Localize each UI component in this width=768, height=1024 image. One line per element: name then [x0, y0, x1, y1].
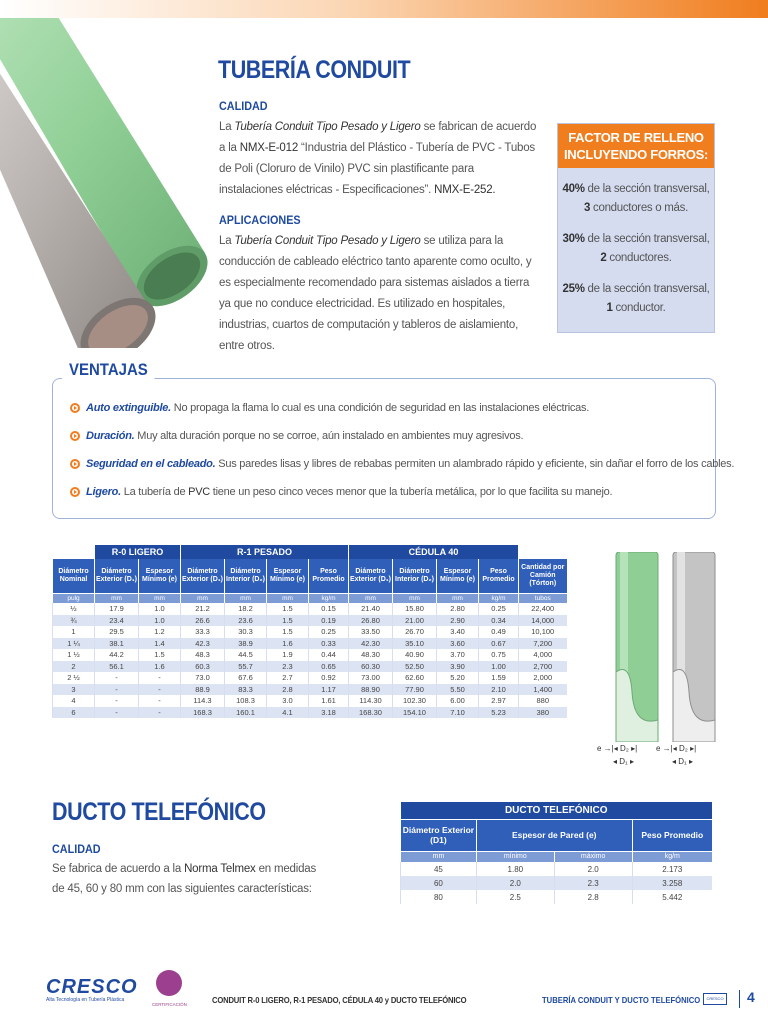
table-cell: 17.9	[95, 603, 139, 615]
unit-cell: mm	[437, 593, 479, 603]
table-cell: 42.3	[181, 638, 225, 650]
table-cell: 2.8	[267, 684, 309, 696]
column-header: Diámetro Interior (D₂)	[225, 559, 267, 593]
ventaja-item: Seguridad en el cableado. Sus paredes lisas y libres de rebabas permiten un alambrado rápido y eficiente, sin dañar el forro de los cables.	[86, 458, 734, 470]
table-cell: 48.3	[181, 649, 225, 661]
table-cell: 42.30	[349, 638, 393, 650]
table-cell: 30.3	[225, 626, 267, 638]
table-row	[401, 890, 713, 904]
table-cell: 7,200	[519, 638, 567, 650]
table-cell: 1.00	[479, 661, 519, 673]
table-row	[53, 626, 567, 638]
table-cell: -	[139, 707, 181, 719]
table-cell: 2.97	[479, 695, 519, 707]
col-espesor: Espesor de Pared (e)	[476, 819, 632, 851]
column-header: Diámetro Exterior (D₁)	[349, 559, 393, 593]
table-cell: 2.173	[632, 862, 712, 876]
table-cell: 77.90	[393, 684, 437, 696]
table-cell: 1.9	[267, 649, 309, 661]
logo-tagline: Alta Tecnología en Tubería Plástica	[46, 997, 125, 1003]
dim-d1-label: ◂ D₁ ▸	[672, 757, 693, 766]
table-cell: 3.60	[437, 638, 479, 650]
ventaja-item: Duración. Muy alta duración porque no se corroe, aún instalado en ambientes muy agresivos.	[86, 430, 523, 442]
table-row	[53, 603, 567, 615]
table-cell: 33.50	[349, 626, 393, 638]
table-cell: 3.18	[309, 707, 349, 719]
table-cell: 62.60	[393, 672, 437, 684]
table-cell: 88.9	[181, 684, 225, 696]
table-cell: 67.6	[225, 672, 267, 684]
certification-icon	[156, 970, 182, 996]
col-peso: Peso Promedio	[632, 819, 712, 851]
page-number: 4	[747, 989, 755, 1005]
table-row	[53, 661, 567, 673]
table-cell: 5.50	[437, 684, 479, 696]
table-cell: 0.33	[309, 638, 349, 650]
table-cell: -	[95, 707, 139, 719]
table-cell: 5.20	[437, 672, 479, 684]
table-cell: 21.40	[349, 603, 393, 615]
column-header: Peso Promedio	[479, 559, 519, 593]
table-cell: 3.0	[267, 695, 309, 707]
table-cell: 3.70	[437, 649, 479, 661]
table-cell: 102.30	[393, 695, 437, 707]
table-cell: 14,000	[519, 615, 567, 627]
column-header: Diámetro Exterior (D₁)	[181, 559, 225, 593]
column-header: Espesor Mínimo (e)	[139, 559, 181, 593]
unit-cell: kg/m	[479, 593, 519, 603]
table-cell: 3.90	[437, 661, 479, 673]
table-cell: 2.90	[437, 615, 479, 627]
table-cell: 1 ½	[53, 649, 95, 661]
table-row	[401, 862, 713, 876]
unit-cell: mínimo	[476, 851, 554, 862]
cresco-logo: CRESCO	[46, 976, 138, 998]
column-header: Espesor Mínimo (e)	[267, 559, 309, 593]
table-cell: 160.1	[225, 707, 267, 719]
table-cell: 2.10	[479, 684, 519, 696]
table-cell: 1,400	[519, 684, 567, 696]
table-cell: ½	[53, 603, 95, 615]
table-cell: 56.1	[95, 661, 139, 673]
table-cell: 38.1	[95, 638, 139, 650]
table-cell: 1.5	[267, 615, 309, 627]
unit-cell: mm	[225, 593, 267, 603]
table-cell: 52.50	[393, 661, 437, 673]
table-cell: 154.10	[393, 707, 437, 719]
green-pipe-cutaway-figure	[614, 552, 660, 742]
table-cell: 5.442	[632, 890, 712, 904]
table-cell: 23.6	[225, 615, 267, 627]
gray-pipe-cutaway-figure	[671, 552, 717, 742]
table-cell: 10,100	[519, 626, 567, 638]
table-cell: -	[139, 672, 181, 684]
column-header: Cantidad por Camión (Tórton)	[519, 559, 567, 593]
table-cell: 26.6	[181, 615, 225, 627]
table-cell: 0.15	[309, 603, 349, 615]
group-r0-ligero: R-0 LIGERO	[95, 545, 181, 559]
factor-relleno-heading: FACTOR DE RELLENO INCLUYENDO FORROS:	[558, 124, 714, 168]
aplicaciones-heading: APLICACIONES	[219, 213, 301, 227]
table-cell: 7.10	[437, 707, 479, 719]
ducto-table-title: DUCTO TELEFÓNICO	[401, 802, 713, 819]
table-cell: 60	[401, 876, 477, 890]
column-header: Diámetro Exterior (D₁)	[95, 559, 139, 593]
table-cell: 1.5	[139, 649, 181, 661]
table-cell: 35.10	[393, 638, 437, 650]
table-row	[53, 638, 567, 650]
table-cell: 2,000	[519, 672, 567, 684]
table-cell: 40.90	[393, 649, 437, 661]
table-cell: -	[139, 684, 181, 696]
factor-relleno-box	[557, 123, 715, 333]
unit-cell: tubos	[519, 593, 567, 603]
table-cell: 1.80	[476, 862, 554, 876]
calidad-heading: CALIDAD	[219, 99, 268, 113]
factor-item: 25% de la sección transversal, 1 conductor.	[562, 283, 710, 314]
table-cell: 23.4	[95, 615, 139, 627]
unit-cell: mm	[393, 593, 437, 603]
table-cell: 3	[53, 684, 95, 696]
table-cell: 2,700	[519, 661, 567, 673]
arrow-bullet-icon	[70, 403, 80, 413]
table-cell: 55.7	[225, 661, 267, 673]
top-gradient-bar	[0, 0, 768, 18]
factor-item: 40% de la sección transversal, 3 conductores o más.	[562, 183, 710, 214]
unit-cell: mm	[139, 593, 181, 603]
table-cell: 73.00	[349, 672, 393, 684]
table-cell: -	[95, 695, 139, 707]
column-header: Diámetro Nominal	[53, 559, 95, 593]
table-cell: 2.80	[437, 603, 479, 615]
table-cell: 1.59	[479, 672, 519, 684]
calidad-paragraph: La Tubería Conduit Tipo Pesado y Ligero se fabrican de acuerdo a la NMX-E-012 “Industria del Plástico - Tubería de PVC - Tubos de Poli (Cloruro de Vinilo) PVC sin plastificante para instalaciones eléctricas - Especificaciones”. NMX-E-252.	[219, 121, 537, 196]
certification-label: CERTIFICACIÓN	[152, 1002, 187, 1007]
table-cell: 18.2	[225, 603, 267, 615]
dim-d1-label: ◂ D₁ ▸	[613, 757, 634, 766]
table-cell: 1 ¼	[53, 638, 95, 650]
table-cell: 0.44	[309, 649, 349, 661]
table-cell: 1.6	[139, 661, 181, 673]
table-cell: 4.1	[267, 707, 309, 719]
section-title-ducto: DUCTO TELEFÓNICO	[52, 798, 266, 826]
conduit-specs-table	[52, 545, 567, 718]
table-cell: 114.30	[349, 695, 393, 707]
table-cell: 60.30	[349, 661, 393, 673]
arrow-bullet-icon	[70, 459, 80, 469]
ventaja-item: Auto extinguible. No propaga la flama lo cual es una condición de seguridad en las instalaciones eléctricas.	[86, 402, 589, 414]
table-cell: 3.258	[632, 876, 712, 890]
table-cell: 1.61	[309, 695, 349, 707]
unit-cell: mm	[349, 593, 393, 603]
arrow-bullet-icon	[70, 431, 80, 441]
ventaja-item: Ligero. La tubería de PVC tiene un peso cinco veces menor que la tubería metálica, por lo que facilita su manejo.	[86, 486, 612, 498]
unit-cell: mm	[95, 593, 139, 603]
unit-cell: máximo	[554, 851, 632, 862]
table-cell: 26.70	[393, 626, 437, 638]
footer-badge: CRESCO	[703, 993, 727, 1005]
table-cell: 168.3	[181, 707, 225, 719]
factor-item: 30% de la sección transversal, 2 conductores.	[562, 233, 710, 264]
unit-cell: mm	[181, 593, 225, 603]
table-cell: 6.00	[437, 695, 479, 707]
table-cell: 0.92	[309, 672, 349, 684]
unit-cell: kg/m	[632, 851, 712, 862]
unit-cell: mm	[267, 593, 309, 603]
table-cell: 44.2	[95, 649, 139, 661]
footer-divider	[739, 990, 740, 1008]
arrow-bullet-icon	[70, 487, 80, 497]
table-cell: 0.65	[309, 661, 349, 673]
table-cell: 1.5	[267, 603, 309, 615]
table-cell: 2 ½	[53, 672, 95, 684]
ventajas-title: VENTAJAS	[62, 360, 155, 380]
table-cell: 80	[401, 890, 477, 904]
footer-section-name: TUBERÍA CONDUIT Y DUCTO TELEFÓNICO	[542, 995, 701, 1005]
table-row	[53, 707, 567, 719]
dim-e-label: e →|◂ D₂ ▸|	[656, 744, 697, 753]
table-cell: 1.0	[139, 615, 181, 627]
table-cell: 2.0	[476, 876, 554, 890]
unit-cell: pulg	[53, 593, 95, 603]
table-cell: 5.23	[479, 707, 519, 719]
table-row	[53, 615, 567, 627]
table-cell: 29.5	[95, 626, 139, 638]
unit-cell: kg/m	[309, 593, 349, 603]
table-row	[401, 876, 713, 890]
table-cell: 168.30	[349, 707, 393, 719]
table-cell: 108.3	[225, 695, 267, 707]
column-header: Peso Promedio	[309, 559, 349, 593]
table-cell: 2.7	[267, 672, 309, 684]
table-cell: 88.90	[349, 684, 393, 696]
table-cell: 15.80	[393, 603, 437, 615]
table-cell: -	[95, 684, 139, 696]
table-cell: 1	[53, 626, 95, 638]
table-row	[53, 672, 567, 684]
table-cell: 21.00	[393, 615, 437, 627]
table-cell: 73.0	[181, 672, 225, 684]
unit-cell: mm	[401, 851, 477, 862]
table-cell: 26.80	[349, 615, 393, 627]
group-cedula-40: CÉDULA 40	[349, 545, 519, 559]
table-row	[53, 684, 567, 696]
table-cell: 2	[53, 661, 95, 673]
conduit-pipes-illustration	[0, 18, 210, 348]
table-cell: 4,000	[519, 649, 567, 661]
table-cell: 0.34	[479, 615, 519, 627]
table-cell: 21.2	[181, 603, 225, 615]
table-cell: 48.30	[349, 649, 393, 661]
table-cell: 0.25	[309, 626, 349, 638]
table-cell: 44.5	[225, 649, 267, 661]
ducto-paragraph: Se fabrica de acuerdo a la Norma Telmex en medidas de 45, 60 y 80 mm con las siguientes características:	[52, 863, 317, 895]
table-cell: 1.17	[309, 684, 349, 696]
table-cell: 83.3	[225, 684, 267, 696]
table-row	[53, 695, 567, 707]
table-cell: 1.5	[267, 626, 309, 638]
table-cell: 2.5	[476, 890, 554, 904]
ducto-specs-table	[400, 802, 712, 904]
table-cell: 0.19	[309, 615, 349, 627]
table-cell: 0.49	[479, 626, 519, 638]
col-diametro: Diámetro Exterior (D1)	[401, 819, 477, 851]
table-cell: ¾	[53, 615, 95, 627]
table-cell: 2.0	[554, 862, 632, 876]
section-title-conduit: TUBERÍA CONDUIT	[218, 56, 411, 84]
table-cell: 1.6	[267, 638, 309, 650]
table-cell: 4	[53, 695, 95, 707]
table-cell: 3.40	[437, 626, 479, 638]
column-header: Espesor Mínimo (e)	[437, 559, 479, 593]
table-cell: 2.8	[554, 890, 632, 904]
table-cell: 2.3	[267, 661, 309, 673]
table-cell: 1.0	[139, 603, 181, 615]
table-cell: 38.9	[225, 638, 267, 650]
group-r1-pesado: R-1 PESADO	[181, 545, 349, 559]
footer-product-line: CONDUIT R-0 LIGERO, R-1 PESADO, CÉDULA 40 y DUCTO TELEFÓNICO	[212, 995, 467, 1005]
ducto-calidad-heading: CALIDAD	[52, 842, 101, 856]
dim-e-label: e →|◂ D₂ ▸|	[597, 744, 638, 753]
table-cell: 33.3	[181, 626, 225, 638]
table-cell: 114.3	[181, 695, 225, 707]
table-cell: 0.75	[479, 649, 519, 661]
aplicaciones-paragraph: La Tubería Conduit Tipo Pesado y Ligero se utiliza para la conducción de cableado eléctrico tanto aparente como oculto, y es especialmente recomendado para sistemas aislados a tierra ya que no conduce electricidad. Es utilizado en hospitales, industrias, cuartos de computación y tableros de aislamiento, entre otros.	[219, 235, 532, 352]
table-cell: 380	[519, 707, 567, 719]
table-cell: 2.3	[554, 876, 632, 890]
column-header: Diámetro Interior (D₂)	[393, 559, 437, 593]
table-cell: 45	[401, 862, 477, 876]
table-cell: 0.25	[479, 603, 519, 615]
table-cell: 1.4	[139, 638, 181, 650]
table-cell: 1.2	[139, 626, 181, 638]
table-cell: 22,400	[519, 603, 567, 615]
table-cell: 60.3	[181, 661, 225, 673]
table-cell: 6	[53, 707, 95, 719]
table-cell: -	[139, 695, 181, 707]
table-cell: 0.67	[479, 638, 519, 650]
table-row	[53, 649, 567, 661]
table-cell: -	[95, 672, 139, 684]
table-cell: 880	[519, 695, 567, 707]
